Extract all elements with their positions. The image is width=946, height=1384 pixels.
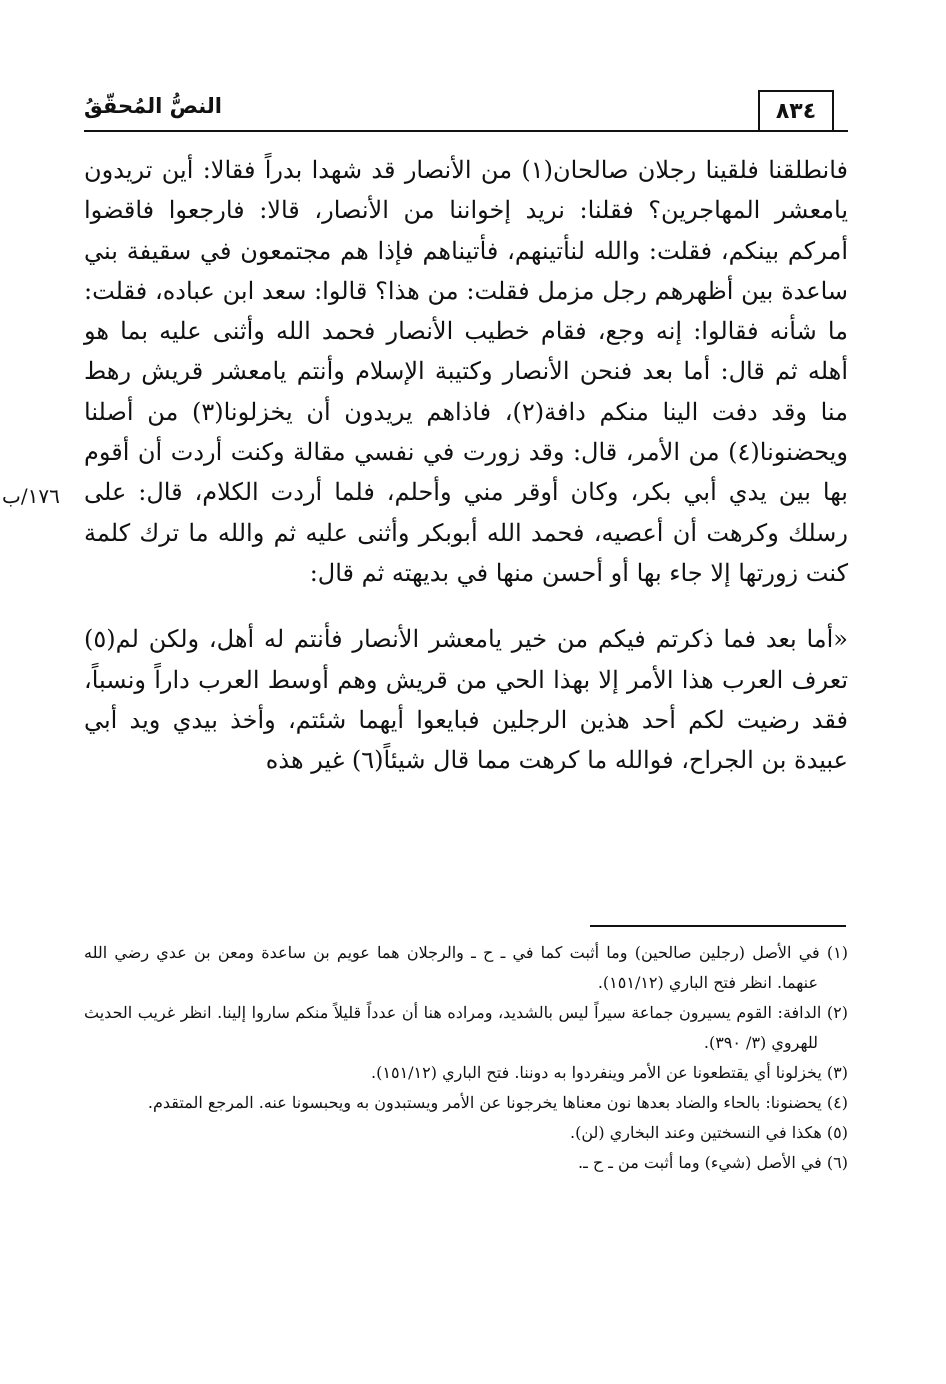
running-title: النصُّ المُحقّقُ	[84, 94, 222, 118]
footnotes	[84, 938, 848, 1178]
footnote-divider	[590, 925, 846, 927]
body-paragraph: «أما بعد فما ذكرتم فيكم من خير يامعشر الأنصار فأنتم له أهل، ولكن لم(٥) تعرف العرب هذا الأمر إلا بهذا الحي من قريش وهم أوسط العرب داراً ونسباً، فقد رضيت لكم أحد هذين الرجلين فبايعوا أيهما شئتم، وأخذ بيدي ويد أبي عبيدة بن الجراح، فوالله ما كرهت مما قال شيئاً(٦) غير هذه	[84, 625, 848, 775]
header-rule	[84, 130, 848, 132]
page-number: ٨٣٤	[758, 90, 834, 132]
footnote: (٣) يخزلونا أي يقتطعونا عن الأمر وينفردوا به دوننا. فتح الباري (١٥١/١٢).	[371, 1063, 848, 1082]
footnote: (٤) يحضنونا: بالحاء والضاد بعدها نون معناها يخرجونا عن الأمر ويستبدون به ويحبسونا عنه. المرجع المتقدم.	[147, 1093, 848, 1112]
footnote: (٥) هكذا في النسختين وعند البخاري (لن).	[569, 1123, 848, 1142]
page-header	[84, 90, 848, 138]
main-text	[84, 150, 848, 780]
footnote: (١) في الأصل (رجلين صالحين) وما أثبت كما في ـ ح ـ والرجلان هما عويم بن ساعدة ومعن بن عدي رضي الله عنهما. انظر فتح الباري (١٥١/١٢).	[84, 943, 848, 992]
manuscript-folio-note: ١٧٦/ب	[2, 484, 60, 508]
footnote: (٦) في الأصل (شيء) وما أثبت من ـ ح ـ.	[577, 1153, 848, 1172]
footnote: (٢) الدافة: القوم يسيرون جماعة سيراً ليس بالشديد، ومراده هنا أن عدداً قليلاً منكم ساروا إلينا. انظر غريب الحديث للهروي (٣/ ٣٩٠).	[84, 1003, 849, 1052]
body-paragraph: فانطلقنا فلقينا رجلان صالحان(١) من الأنصار قد شهدا بدراً فقالا: أين تريدون يامعشر المهاجرين؟ فقلنا: نريد إخواننا من الأنصار، قالا: فارجعوا فاقضوا أمركم بينكم، فقلت: والله لنأتينهم، فأتيناهم فإذا هم مجتمعون في سقيفة بني ساعدة بين أظهرهم رجل مزمل فقلت: من هذا؟ قالوا: سعد ابن عباده، فقلت: ما شأنه فقالوا: إنه وجع، فقام خطيب الأنصار فحمد الله وأثنى عليه بما هو أهله ثم قال: أما بعد فنحن الأنصار وكتيبة الإسلام وأنتم يامعشر قريش رهط منا وقد دفت الينا منكم دافة(٢)، فاذاهم يريدون أن يخزلونا(٣) من أصلنا ويحضنونا(٤) من الأمر، قال: وقد زورت في نفسي مقالة وكنت أردت أن أقوم بها بين يدي أبي بكر، وكان أوقر مني وأحلم، فلما أردت الكلام، قال: على رسلك وكرهت أن أعصيه، فحمد الله أبوبكر وأثنى عليه ثم والله ما ترك كلمة كنت زورتها إلا جاء بها أو أحسن منها في بديهته ثم قال:	[84, 156, 849, 587]
